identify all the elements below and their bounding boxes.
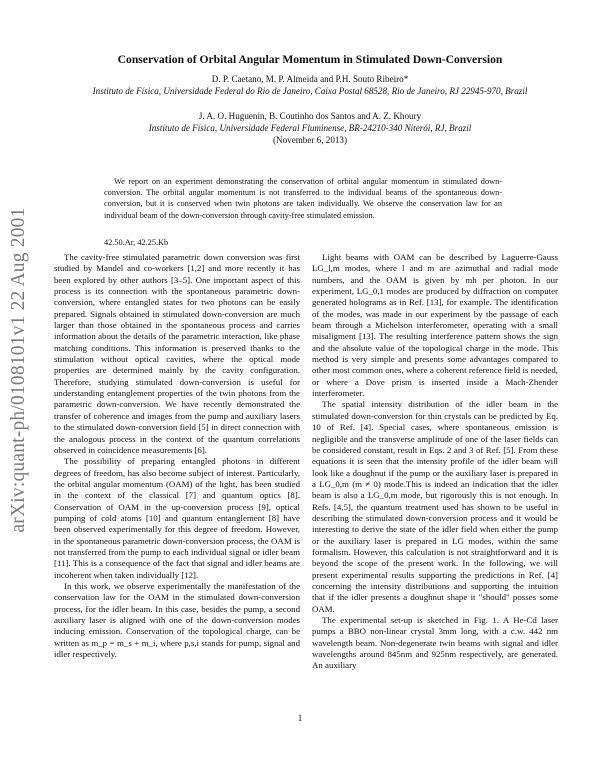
arxiv-stamp-text: arXiv:quant-ph/0108101v1 22 Aug 2001 bbox=[8, 207, 29, 533]
affiliation-1: Instituto de Física, Universidade Federal do Rio de Janeiro, Caixa Postal 68528, Rio de Janeiro, RJ 22945-970, Brazil bbox=[92, 86, 528, 96]
paragraph: The spatial intensity distribution of the idler beam in the stimulated down-conversion for thin crystals can be predicted by Eq. 10 of Ref. [4]. Special cases, where spontaneous emission is negligible and the transverse amplitude of one of the laser fields can be considered constant, result in Eqs. 2 and 3 of Ref. [5]. From these equations it is seen that the intensity profile of the idler beam will look like a doughnut if the pump or the auxiliary laser is prepared in a LG_0,m (m ≠ 0) mode.This is indeed an indication that the idler beam is also a LG_0,m mode, but rigorously this is not enough. In Refs. [4,5], the quantum treatment used has shown to be useful in describing the stimulated down-conversion process and it would be interesting to derive the state of the idler field when either the pump or the auxiliary laser is prepared in LG modes, within the same formalism. However, this calculation is not straightforward and it is beyond the scope of the present work. In the following, we will present experimental results supporting the predictions in Ref. [4] concerning the intensity distributions and supporting the intuition that if the idler presents a doughnut shape it "should" posses some OAM. bbox=[312, 399, 558, 614]
authors-group-2: J. A. O. Huguenin, B. Coutinho dos Santos and A. Z. Khoury bbox=[198, 111, 422, 121]
date: (November 6, 2013) bbox=[273, 135, 347, 145]
affiliation-2: Instituto de Física, Universidade Federal Fluminense, BR-24210-340 Niterói, RJ, Brazil bbox=[148, 123, 472, 133]
paragraph: The cavity-free stimulated parametric down conversion was first studied by Mandel and co-workers [1,2] and more recently it has been explored by other authors [3–5]. One important aspect of this process is its connection with the spontaneous parametric down-conversion, where entangled states for two photons can be easily prepared. Signals obtained in stimulated down-conversion are much larger than those obtained in the spontaneous process and carries information about the details of the parametric interaction, like phase matching conditions. This information is preserved thanks to the stimulation without optical cavities, where the optical mode properties are determined mainly by the cavity configuration. Therefore, studying stimulated down-conversion is useful for understanding entanglement properties of the twin photons from the parametric down-conversion. We have recently demonstrated the transfer of coherence and images from the pump and auxiliary lasers to the stimulated down-conversion field [5] in direct connection with the analogous process in the context of the quantum correlations observed in coincidence measurements [6]. bbox=[54, 252, 300, 455]
pacs-codes: 42.50.Ar, 42.25.Kb bbox=[104, 238, 169, 247]
authors-group-1: D. P. Caetano, M. P. Almeida and P.H. Souto Ribeiro* bbox=[211, 74, 409, 84]
arxiv-stamp bbox=[4, 170, 34, 570]
column-left bbox=[54, 252, 300, 660]
column-right bbox=[312, 252, 558, 672]
paragraph: The experimental set-up is sketched in Fig. 1. A He-Cd laser pumps a BBO non-linear crystal 3mm long, with a c.w. 442 nm wavelength beam. Non-degenerate twin beams with signal and idler wavelengths around 845nm and 925nm respectively, are generated. An auxiliary bbox=[312, 615, 558, 671]
paragraph: The possibility of preparing entangled photons in different degrees of freedom, has also become subject of interest. Particularly, the orbital angular momentum (OAM) of the light, has been studied in the context of the classical [7] and quantum optics [8]. Conservation of OAM in the up-conversion process [9], optical pumping of cold atoms [10] and quantum entanglement [8] have been observed experimentally for this degree of freedom. However, in the spontaneous parametric down-conversion process, the OAM is not transferred from the pump to each individual signal or idler beam [11]. This is a consequence of the fact that signal and idler beams are incoherent when taken individually [12]. bbox=[54, 456, 300, 580]
abstract: We report on an experiment demonstrating the conservation of orbital angular momentum in stimulated down-conversion. The orbital angular momentum is not transferred to the individual beams of the spontaneous down-conversion, but it is conserved when twin photons are taken individually. We observe the conservation law for an individual beam of the down-conversion through cavity-free stimulated emission. bbox=[104, 177, 502, 220]
paragraph: In this work, we observe experimentally the manifestation of the conservation law for the OAM in the stimulated down-conversion process, for the idler beam. In this case, besides the pump, a second auxiliary laser is aligned with one of the down-conversion modes inducing emission. Conservation of the topological charge, can be written as m_p = m_s + m_i, where p,s,i stands for pump, signal and idler respectively. bbox=[54, 580, 300, 660]
paragraph: Light beams with OAM can be described by Laguerre-Gauss LG_l,m modes, where l and m are azimuthal and radial mode numbers, and the OAM is given by mh per photon. In our experiment, LG_0,1 modes are produced by diffraction on computer generated holograms as in Ref. [13], for example. The identification of the modes, was made in our experiment by the passage of each beam through a Michelson interferometer, operating with a small misaligment [13]. The resulting interference pattern shows the sign and the absolute value of the topological charge in the mode. This method is very simple and presents some advantages compared to other most common ones, where a coherent reference field is needed, or where a Dove prism is inserted inside a Mach-Zhender interferometer. bbox=[312, 252, 558, 399]
page-number: 1 bbox=[297, 713, 303, 723]
paper-title: Conservation of Orbital Angular Momentum in Stimulated Down-Conversion bbox=[117, 53, 503, 66]
